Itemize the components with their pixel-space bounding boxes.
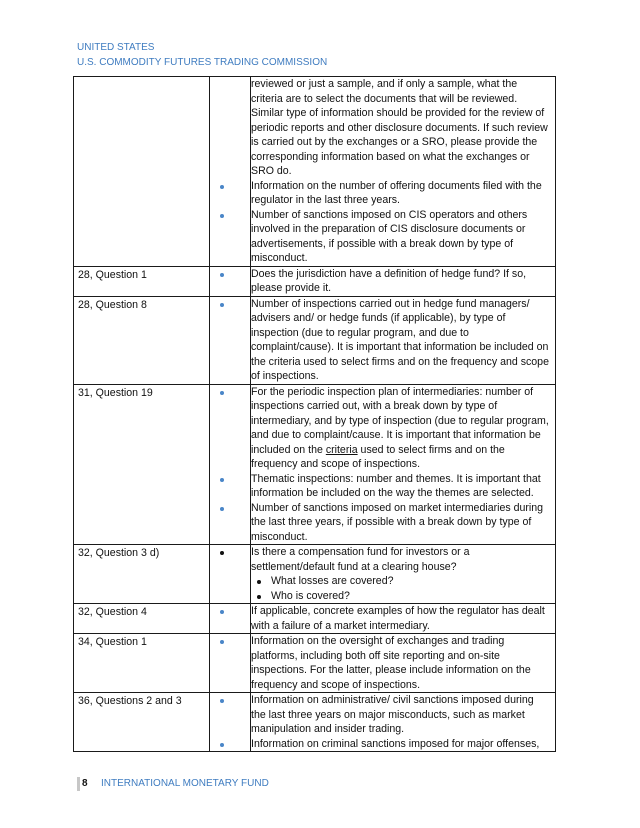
bullet-column — [210, 604, 251, 634]
bullet-column — [210, 296, 251, 384]
item-text: Does the jurisdiction have a definition of hedge fund? If so, please provide it. — [251, 267, 527, 294]
list-item — [251, 297, 551, 384]
page-footer — [77, 777, 269, 791]
sub-bullet-icon — [257, 595, 261, 599]
sub-item-text: What losses are covered? — [271, 575, 394, 587]
reference-cell — [74, 77, 210, 267]
sub-list-item — [251, 589, 551, 604]
list-item — [251, 267, 551, 296]
sub-item-text: Who is covered? — [271, 589, 350, 602]
list-item — [251, 501, 551, 545]
item-text: Information on the number of offering documents filed with the regulator in the last three years. — [251, 179, 542, 206]
item-text-start: For the periodic inspection plan of intermediaries: number of inspections carried out, with a break down by type of intermediary, and by type of inspection (due to regular program, and due to complaint/cause. It is important that information be included on the — [251, 385, 549, 456]
bullet-icon — [220, 507, 224, 511]
item-text: Number of sanctions imposed on CIS operators and others involved in the preparation of CIS disclosure documents or advertisements, if possible with a break down by type of misconduct. — [251, 208, 528, 264]
reference-cell: 28, Question 8 — [74, 296, 210, 384]
header-country: UNITED STATES — [77, 42, 155, 53]
item-text: If applicable, concrete examples of how the regulator has dealt with a failure of a market intermediary. — [251, 605, 545, 632]
content-cell — [251, 545, 556, 604]
bullet-icon — [220, 640, 224, 644]
content-cell — [251, 634, 556, 693]
table-row — [74, 634, 556, 693]
item-text: Number of sanctions imposed on market intermediaries during the last three years, if possible with a break down by type of misconduct. — [251, 501, 544, 543]
table-row — [74, 296, 556, 384]
bullet-icon — [220, 743, 224, 747]
list-item — [251, 604, 551, 633]
content-cell — [251, 266, 556, 296]
criteria-underlined-text: criteria — [325, 443, 358, 456]
item-text: Number of inspections carried out in hedge fund managers/ advisers and/ or hedge funds (if applicable), by type of inspection (due to regular program, and due to complaint/cause). It is important that information be included on the criteria used to select firms and on the frequency and scope of inspections. — [251, 297, 549, 382]
item-text: Thematic inspections: number and themes. It is important that information be included on the way the themes are selected. — [251, 472, 541, 499]
item-text: Information on the oversight of exchanges and trading platforms, including both off site reporting and on-site inspections. For the latter, please include information on the frequency and scope of inspections. — [251, 635, 531, 691]
content-cell — [251, 604, 556, 634]
content-cell — [251, 384, 556, 545]
item-text: Information on criminal sanctions imposed for major offenses, — [251, 737, 540, 750]
reference-cell: 31, Question 19 — [74, 384, 210, 545]
list-item — [251, 634, 551, 692]
bullet-column — [210, 77, 251, 267]
content-cell — [251, 693, 556, 752]
bullet-column — [210, 693, 251, 752]
questions-table — [73, 76, 556, 752]
list-item — [251, 385, 551, 472]
bullet-icon — [220, 478, 224, 482]
item-text-end: used to select firms and on the frequency and scope of inspections. — [251, 443, 505, 470]
page-header — [77, 40, 327, 70]
bullet-icon — [220, 699, 224, 703]
bullet-column — [210, 634, 251, 693]
table-row — [74, 384, 556, 545]
list-item — [251, 77, 551, 179]
bullet-icon — [220, 273, 224, 277]
page-number: 8 — [77, 777, 90, 791]
bullet-icon — [220, 185, 224, 189]
bullet-column — [210, 266, 251, 296]
reference-cell: 32, Question 3 d) — [74, 545, 210, 604]
table-row — [74, 266, 556, 296]
table-row — [74, 77, 556, 267]
list-item — [251, 179, 551, 208]
content-cell — [251, 77, 556, 267]
reference-cell: 28, Question 1 — [74, 266, 210, 296]
list-item — [251, 693, 551, 737]
bullet-icon — [220, 214, 224, 218]
content-cell — [251, 296, 556, 384]
bullet-icon — [220, 391, 224, 395]
footer-publisher: INTERNATIONAL MONETARY FUND — [101, 778, 269, 789]
list-item — [251, 545, 551, 574]
sub-list-item — [251, 574, 551, 589]
sub-bullet-icon — [257, 580, 261, 584]
header-agency: U.S. COMMODITY FUTURES TRADING COMMISSION — [77, 57, 328, 68]
reference-cell: 32, Question 4 — [74, 604, 210, 634]
table-row — [74, 693, 556, 752]
item-text: Is there a compensation fund for investors or a settlement/default fund at a clearing house? — [251, 546, 470, 573]
item-text: reviewed or just a sample, and if only a sample, what the criteria are to select the documents that will be reviewed. Similar type of information should be provided for the review of periodic reports and other disclosure documents. If such review is carried out by the exchanges or a SRO, please provide the corresponding information based on what the exchanges or SRO do. — [251, 78, 548, 177]
bullet-icon — [220, 551, 224, 555]
bullet-icon — [220, 610, 224, 614]
item-text: Information on administrative/ civil sanctions imposed during the last three years on major misconducts, such as market manipulation and insider trading. — [251, 694, 534, 735]
list-item — [251, 208, 551, 266]
reference-cell: 36, Questions 2 and 3 — [74, 693, 210, 752]
list-item — [251, 472, 551, 501]
bullet-column — [210, 384, 251, 545]
bullet-icon — [220, 303, 224, 307]
table-row — [74, 604, 556, 634]
reference-cell: 34, Question 1 — [74, 634, 210, 693]
table-row — [74, 545, 556, 604]
bullet-column — [210, 545, 251, 604]
list-item — [251, 737, 551, 752]
